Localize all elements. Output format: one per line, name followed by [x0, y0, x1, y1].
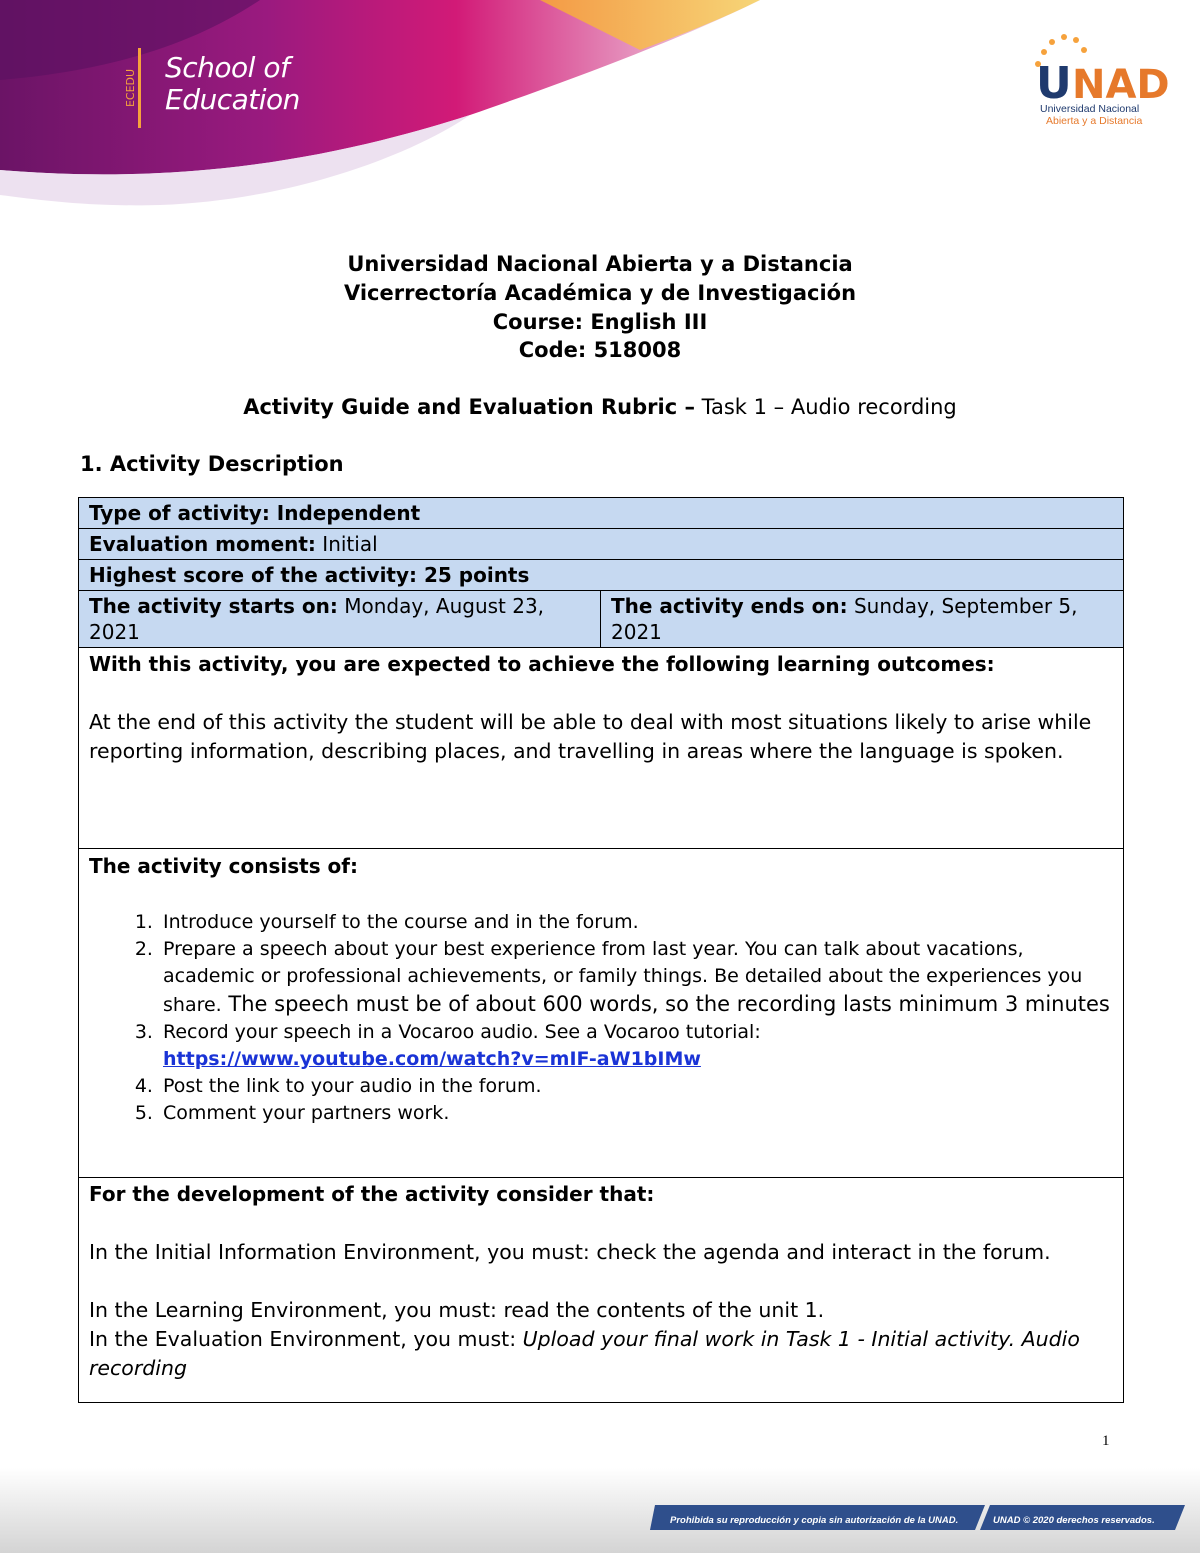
unad-wordmark-u: U	[1036, 58, 1072, 109]
footer-copyright-notice: Prohibida su reproducción y copia sin autorización de la UNAD.	[670, 1515, 959, 1526]
learning-outcomes-text: At the end of this activity the student will be able to deal with most situations likely to arise while reporting information, describing places, and travelling in areas where the language is spoken.	[89, 710, 1092, 763]
guide-title-task: Task 1 – Audio recording	[694, 395, 957, 419]
start-date-value: Monday, August 23, 2021	[89, 594, 545, 644]
footer-rights: UNAD © 2020 derechos reservados.	[993, 1515, 1155, 1526]
step-3-text: Record your speech in a Vocaroo audio. See a Vocaroo tutorial:	[163, 1021, 761, 1043]
evaluation-moment-value: Initial	[315, 532, 378, 556]
course-title: Course: English III	[492, 310, 708, 334]
learning-outcomes-heading: With this activity, you are expected to achieve the following learning outcomes:	[89, 652, 995, 676]
end-date-cell	[601, 591, 1124, 648]
ecedu-text: ECEDU	[124, 68, 137, 108]
step-1	[159, 909, 1113, 936]
step-5-text: Comment your partners work.	[163, 1102, 450, 1124]
evaluation-moment-cell	[79, 529, 1124, 560]
step-5	[159, 1100, 1113, 1127]
step-2	[159, 936, 1113, 1019]
step-4-text: Post the link to your audio in the forum.	[163, 1075, 542, 1097]
development-heading: For the development of the activity consider that:	[89, 1182, 655, 1206]
activity-consists-heading: The activity consists of:	[89, 854, 358, 878]
activity-description-table	[78, 497, 1124, 1403]
learning-outcomes-cell	[79, 648, 1124, 849]
start-date-label: The activity starts on:	[89, 594, 338, 618]
unad-subtitle-2: Abierta y a Distancia	[1046, 115, 1143, 127]
step-4	[159, 1073, 1113, 1100]
school-of-education-logo	[165, 52, 300, 116]
type-of-activity: Type of activity: Independent	[89, 501, 421, 525]
footer-band	[0, 1468, 1200, 1553]
evaluation-moment-label: Evaluation moment:	[89, 532, 316, 556]
start-date-cell	[79, 591, 601, 648]
university-title: Universidad Nacional Abierta y a Distancia	[347, 252, 853, 276]
step-3	[159, 1019, 1113, 1073]
development-evaluation-env	[89, 1325, 1113, 1383]
step-1-text: Introduce yourself to the course and in the forum.	[163, 911, 639, 933]
step-2-emphasis: The speech must be of about 600 words, so the recording lasts minimum 3 minutes	[221, 992, 1110, 1016]
development-cell	[79, 1178, 1124, 1403]
unad-wordmark-nad: NAD	[1072, 62, 1170, 108]
vicerrectoria-title: Vicerrectoría Académica y de Investigación	[343, 281, 857, 305]
course-code: Code: 518008	[518, 338, 682, 362]
highest-score-cell	[79, 560, 1124, 591]
type-of-activity-cell	[79, 498, 1124, 529]
step-2-text: Prepare a speech about your best experience from last year. You can talk about vacations, academic or professional achievements, or family things. Be detailed about the experiences you share.	[163, 938, 1083, 1016]
unad-subtitle-1: Universidad Nacional	[1040, 103, 1140, 115]
development-learning-env: In the Learning Environment, you must: read the contents of the unit 1.	[89, 1298, 825, 1322]
evaluation-env-italic: Upload your final work in Task 1 - Initial activity. Audio recording	[89, 1327, 1080, 1380]
vocaroo-tutorial-link[interactable]: https://www.youtube.com/watch?v=mIF-aW1bIMw	[163, 1048, 701, 1070]
guide-title	[0, 395, 1200, 419]
highest-score: Highest score of the activity: 25 points	[89, 563, 530, 587]
page-number: 1	[1102, 1433, 1110, 1449]
end-date-label: The activity ends on:	[611, 594, 848, 618]
evaluation-env-text: In the Evaluation Environment, you must:	[89, 1327, 523, 1351]
steps-list	[89, 909, 1113, 1127]
guide-title-bold: Activity Guide and Evaluation Rubric –	[243, 395, 695, 419]
school-line-1: School of	[165, 51, 290, 84]
end-date-value: Sunday, September 5, 2021	[611, 594, 1078, 644]
school-line-2: Education	[165, 83, 300, 116]
development-initial-env: In the Initial Information Environment, you must: check the agenda and interact in the forum.	[89, 1240, 1051, 1264]
ecedu-vertical-label	[124, 48, 152, 128]
activity-consists-cell	[79, 849, 1124, 1178]
section-heading: 1. Activity Description	[80, 452, 344, 476]
